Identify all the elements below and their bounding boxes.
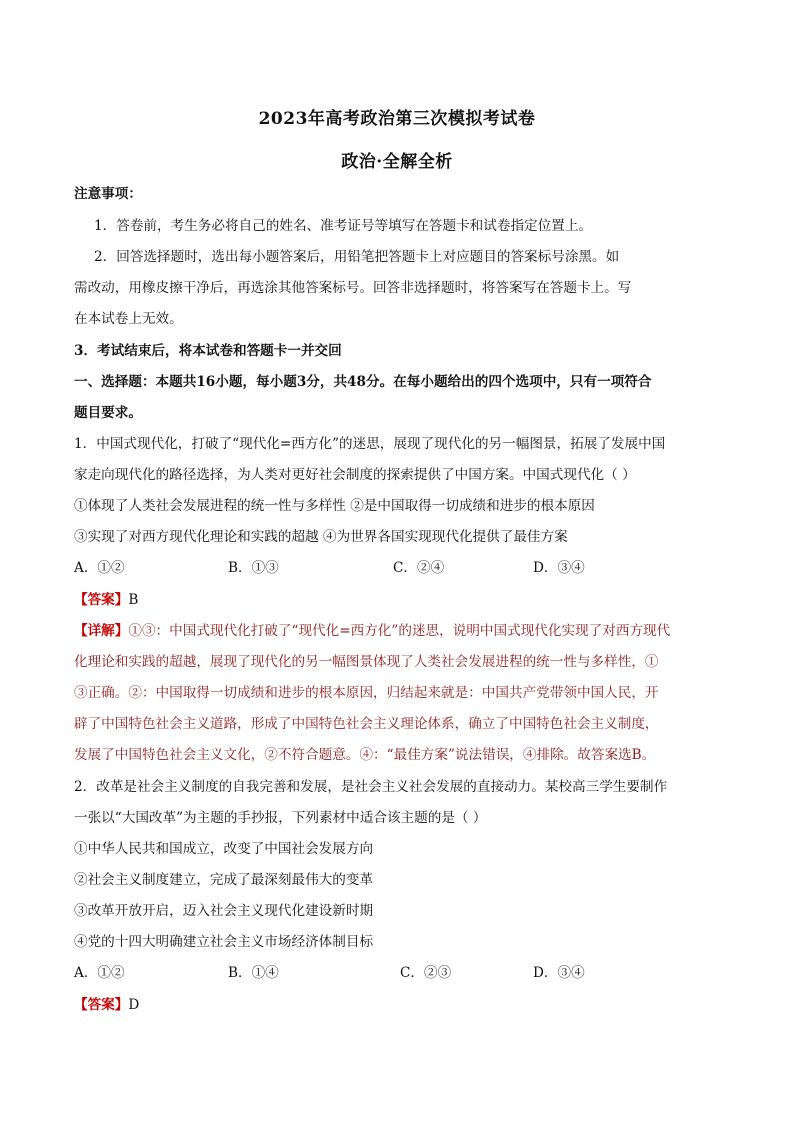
q2-stem: 一张以“大国改革”为主题的手抄报，下列素材中适合该主题的是（ ）	[74, 810, 487, 826]
q1-answer	[74, 590, 734, 610]
q2-statement: ④党的十四大明确建立社会主义市场经济体制目标	[74, 934, 374, 950]
notice-item: 需改动，用橡皮擦干净后，再选涂其他答案标号。回答非选择题时，将答案写在答题卡上。写	[74, 280, 632, 296]
answer-value: D	[128, 997, 140, 1013]
q2-option-c: C．②③	[400, 965, 452, 981]
q1-statement: ③实现了对西方现代化理论和实践的超越 ④为世界各国实现现代化提供了最佳方案	[74, 529, 568, 545]
q1-detail: ③正确。②：中国取得一切成绩和进步的根本原因，归结起来就是：中国共产党带领中国人民，开	[74, 685, 659, 701]
notice-item: 3．考试结束后，将本试卷和答题卡一并交回	[74, 343, 342, 359]
notice-heading: 注意事项：	[74, 186, 142, 202]
q1-statement: ①体现了人类社会发展进程的统一性与多样性 ②是中国取得一切成绩和进步的根本原因	[74, 498, 595, 514]
q1-detail: 辟了中国特色社会主义道路，形成了中国特色社会主义理论体系，确立了中国特色社会主义制度，	[74, 716, 659, 732]
answer-value: B	[128, 592, 139, 608]
answer-tag: 【答案】	[74, 592, 129, 608]
q1-stem: 1．中国式现代化，打破了“现代化=西方化”的迷思，展现了现代化的另一幅图景，拓展了发展中国	[74, 436, 666, 452]
section-heading: 题目要求。	[74, 405, 142, 421]
notice-item: 1．答卷前，考生务必将自己的姓名、准考证号等填写在答题卡和试卷指定位置上。	[94, 218, 593, 234]
q1-option-a: A．①②	[74, 560, 125, 576]
section-heading: 一、选择题：本题共16小题，每小题3分，共48分。在每小题给出的四个选项中，只有一项符合	[74, 374, 652, 390]
answer-tag: 【答案】	[74, 997, 129, 1013]
q1-option-d: D．③④	[533, 560, 585, 576]
notice-item: 2．回答选择题时，选出每小题答案后，用铅笔把答题卡上对应题目的答案标号涂黑。如	[94, 249, 620, 265]
notice-item: 在本试卷上无效。	[74, 311, 183, 327]
q2-answer	[74, 995, 734, 1015]
q2-stem: 2．改革是社会主义制度的自我完善和发展，是社会主义社会发展的直接动力。某校高三学生要制作	[74, 779, 668, 795]
q1-stem: 家走向现代化的路径选择，为人类对更好社会制度的探索提供了中国方案。中国式现代化（ ）	[74, 467, 636, 483]
q2-statement: ②社会主义制度建立，完成了最深刻最伟大的变革	[74, 872, 374, 888]
detail-text: ①③：中国式现代化打破了“现代化=西方化”的迷思，说明中国式现代化实现了对西方现代	[128, 623, 671, 639]
q2-statement: ①中华人民共和国成立，改变了中国社会发展方向	[74, 841, 374, 857]
q1-option-b: B．①③	[228, 560, 279, 576]
page-title: 2023年高考政治第三次模拟考试卷	[258, 109, 536, 129]
q1-detail	[74, 621, 734, 641]
q1-option-c: C．②④	[393, 560, 445, 576]
detail-tag: 【详解】	[74, 623, 129, 639]
q1-detail: 化理论和实践的超越，展现了现代化的另一幅图景体现了人类社会发展进程的统一性与多样性，①	[74, 654, 659, 670]
q2-statement: ③改革开放开启，迈入社会主义现代化建设新时期	[74, 903, 374, 919]
q2-option-d: D．③④	[533, 965, 585, 981]
q2-option-b: B．①④	[228, 965, 279, 981]
page-subtitle: 政治·全解全析	[341, 152, 453, 172]
q1-detail: 发展了中国特色社会主义文化，②不符合题意。④：“最佳方案”说法错误，④排除。故答案选B。	[74, 747, 656, 763]
q2-option-a: A．①②	[74, 965, 125, 981]
